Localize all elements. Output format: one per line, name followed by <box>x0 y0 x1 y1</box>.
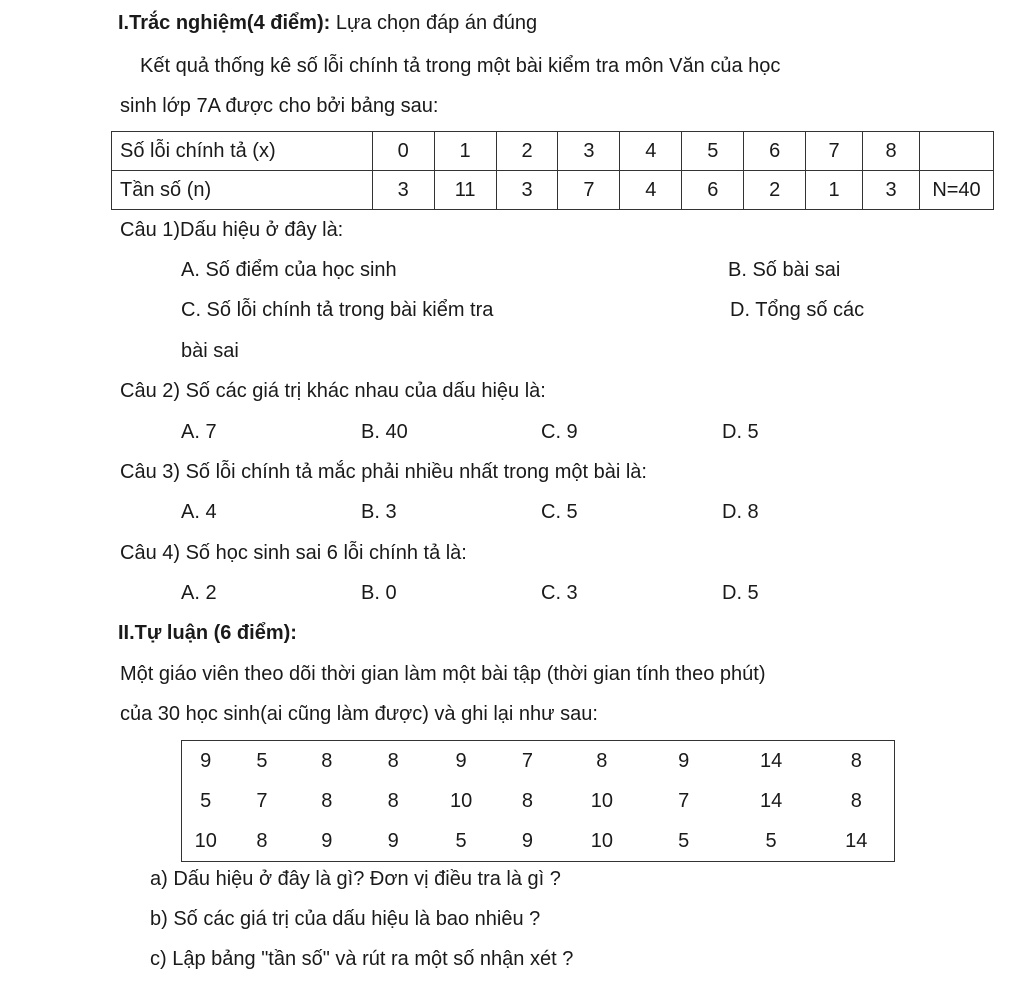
question-2-option-a: A. 7 <box>181 421 217 443</box>
question-2-option-d: D. 5 <box>722 421 759 443</box>
x-value: 0 <box>372 132 434 171</box>
data-cell: 10 <box>449 789 473 812</box>
data-cell: 10 <box>590 789 613 812</box>
row-n-label: Tần số (n) <box>112 171 373 210</box>
question-2-title: Câu 2) Số các giá trị khác nhau của dấu hiệu là: <box>120 380 546 402</box>
frequency-row-n <box>112 171 994 210</box>
x-value: 8 <box>863 132 920 171</box>
question-1-option-a: A. Số điểm của học sinh <box>181 259 397 281</box>
data-cell: 9 <box>678 749 690 772</box>
part1-heading-rest: Lựa chọn đáp án đúng <box>330 12 538 34</box>
question-1-option-c: C. Số lỗi chính tả trong bài kiểm tra <box>181 299 494 321</box>
data-cell: 9 <box>521 829 534 852</box>
n-value: 6 <box>682 171 744 210</box>
part1-heading-bold: I.Trắc nghiệm(4 điểm): <box>118 12 331 34</box>
sub-question-a: a) Dấu hiệu ở đây là gì? Đơn vị điều tra là gì ? <box>150 868 561 890</box>
x-value: 7 <box>806 132 863 171</box>
question-4-option-b: B. 0 <box>361 582 397 604</box>
x-value: 6 <box>744 132 806 171</box>
data-cell: 9 <box>455 749 467 772</box>
part1-intro-line1: Kết quả thống kê số lỗi chính tả trong một bài kiểm tra môn Văn của học <box>140 55 781 77</box>
x-value: 2 <box>496 132 558 171</box>
sub-question-c: c) Lập bảng "tần số" và rút ra một số nhận xét ? <box>150 948 574 970</box>
data-row-3 <box>182 821 895 862</box>
data-cell: 8 <box>596 749 608 772</box>
data-cell: 8 <box>321 789 333 812</box>
part2-heading: II.Tự luận (6 điểm): <box>118 622 297 644</box>
question-2-option-c: C. 9 <box>541 421 578 443</box>
question-3-option-c: C. 5 <box>541 501 578 523</box>
frequency-table <box>111 131 994 210</box>
x-value: 4 <box>620 132 682 171</box>
data-cell: 5 <box>765 829 777 852</box>
data-cell: 9 <box>200 749 212 772</box>
data-cell: 8 <box>387 749 399 772</box>
question-3-title: Câu 3) Số lỗi chính tả mắc phải nhiều nhất trong một bài là: <box>120 461 647 483</box>
data-cell: 10 <box>590 829 613 852</box>
part1-heading <box>118 12 537 35</box>
data-cell: 9 <box>387 829 399 852</box>
n-value: 3 <box>372 171 434 210</box>
sub-question-b: b) Số các giá trị của dấu hiệu là bao nhiêu ? <box>150 908 541 930</box>
question-1-option-d-continued: bài sai <box>181 340 239 362</box>
x-value: 3 <box>558 132 620 171</box>
data-cell: 14 <box>759 749 783 772</box>
data-cell: 8 <box>850 789 862 812</box>
data-cell: 8 <box>521 789 534 812</box>
n-value: 11 <box>434 171 496 210</box>
n-value: 7 <box>558 171 620 210</box>
question-4-title: Câu 4) Số học sinh sai 6 lỗi chính tả là: <box>120 542 467 564</box>
data-cell: 5 <box>678 829 690 852</box>
data-cell: 9 <box>321 829 333 852</box>
question-3-option-d: D. 8 <box>722 501 759 523</box>
n-value: 2 <box>744 171 806 210</box>
time-data-table <box>181 740 895 862</box>
question-3-option-b: B. 3 <box>361 501 397 523</box>
data-cell: 5 <box>455 829 467 852</box>
data-cell: 7 <box>521 749 534 772</box>
question-3-option-a: A. 4 <box>181 501 217 523</box>
part1-intro-line2: sinh lớp 7A được cho bởi bảng sau: <box>120 95 439 117</box>
data-row-1 <box>182 741 895 782</box>
data-cell: 8 <box>387 789 399 812</box>
x-value: 1 <box>434 132 496 171</box>
n-value: 1 <box>806 171 863 210</box>
part2-intro-line2: của 30 học sinh(ai cũng làm được) và ghi lại như sau: <box>120 703 598 725</box>
data-cell: 14 <box>845 829 868 852</box>
row-x-label: Số lỗi chính tả (x) <box>112 132 373 171</box>
n-value: 3 <box>496 171 558 210</box>
question-2-option-b: B. 40 <box>361 421 408 443</box>
n-value: 4 <box>620 171 682 210</box>
question-1-option-d: D. Tổng số các <box>730 299 865 321</box>
part2-intro-line1: Một giáo viên theo dõi thời gian làm một bài tập (thời gian tính theo phút) <box>120 663 766 685</box>
data-cell: 8 <box>850 749 862 772</box>
data-cell: 5 <box>200 789 212 812</box>
data-cell: 5 <box>256 749 268 772</box>
data-cell: 8 <box>256 829 268 852</box>
data-cell: 7 <box>256 789 268 812</box>
question-1-option-b: B. Số bài sai <box>728 259 841 281</box>
n-value: 3 <box>863 171 920 210</box>
data-row-2 <box>182 781 895 821</box>
data-cell: 7 <box>678 789 690 812</box>
n-total: N=40 <box>920 171 994 210</box>
data-cell: 10 <box>194 829 217 852</box>
x-value: 5 <box>682 132 744 171</box>
x-value <box>920 132 994 171</box>
question-4-option-c: C. 3 <box>541 582 578 604</box>
frequency-row-x <box>112 132 994 171</box>
question-1-title: Câu 1)Dấu hiệu ở đây là: <box>120 219 344 241</box>
question-4-option-a: A. 2 <box>181 582 217 604</box>
question-4-option-d: D. 5 <box>722 582 759 604</box>
data-cell: 8 <box>321 749 333 772</box>
data-cell: 14 <box>759 789 783 812</box>
